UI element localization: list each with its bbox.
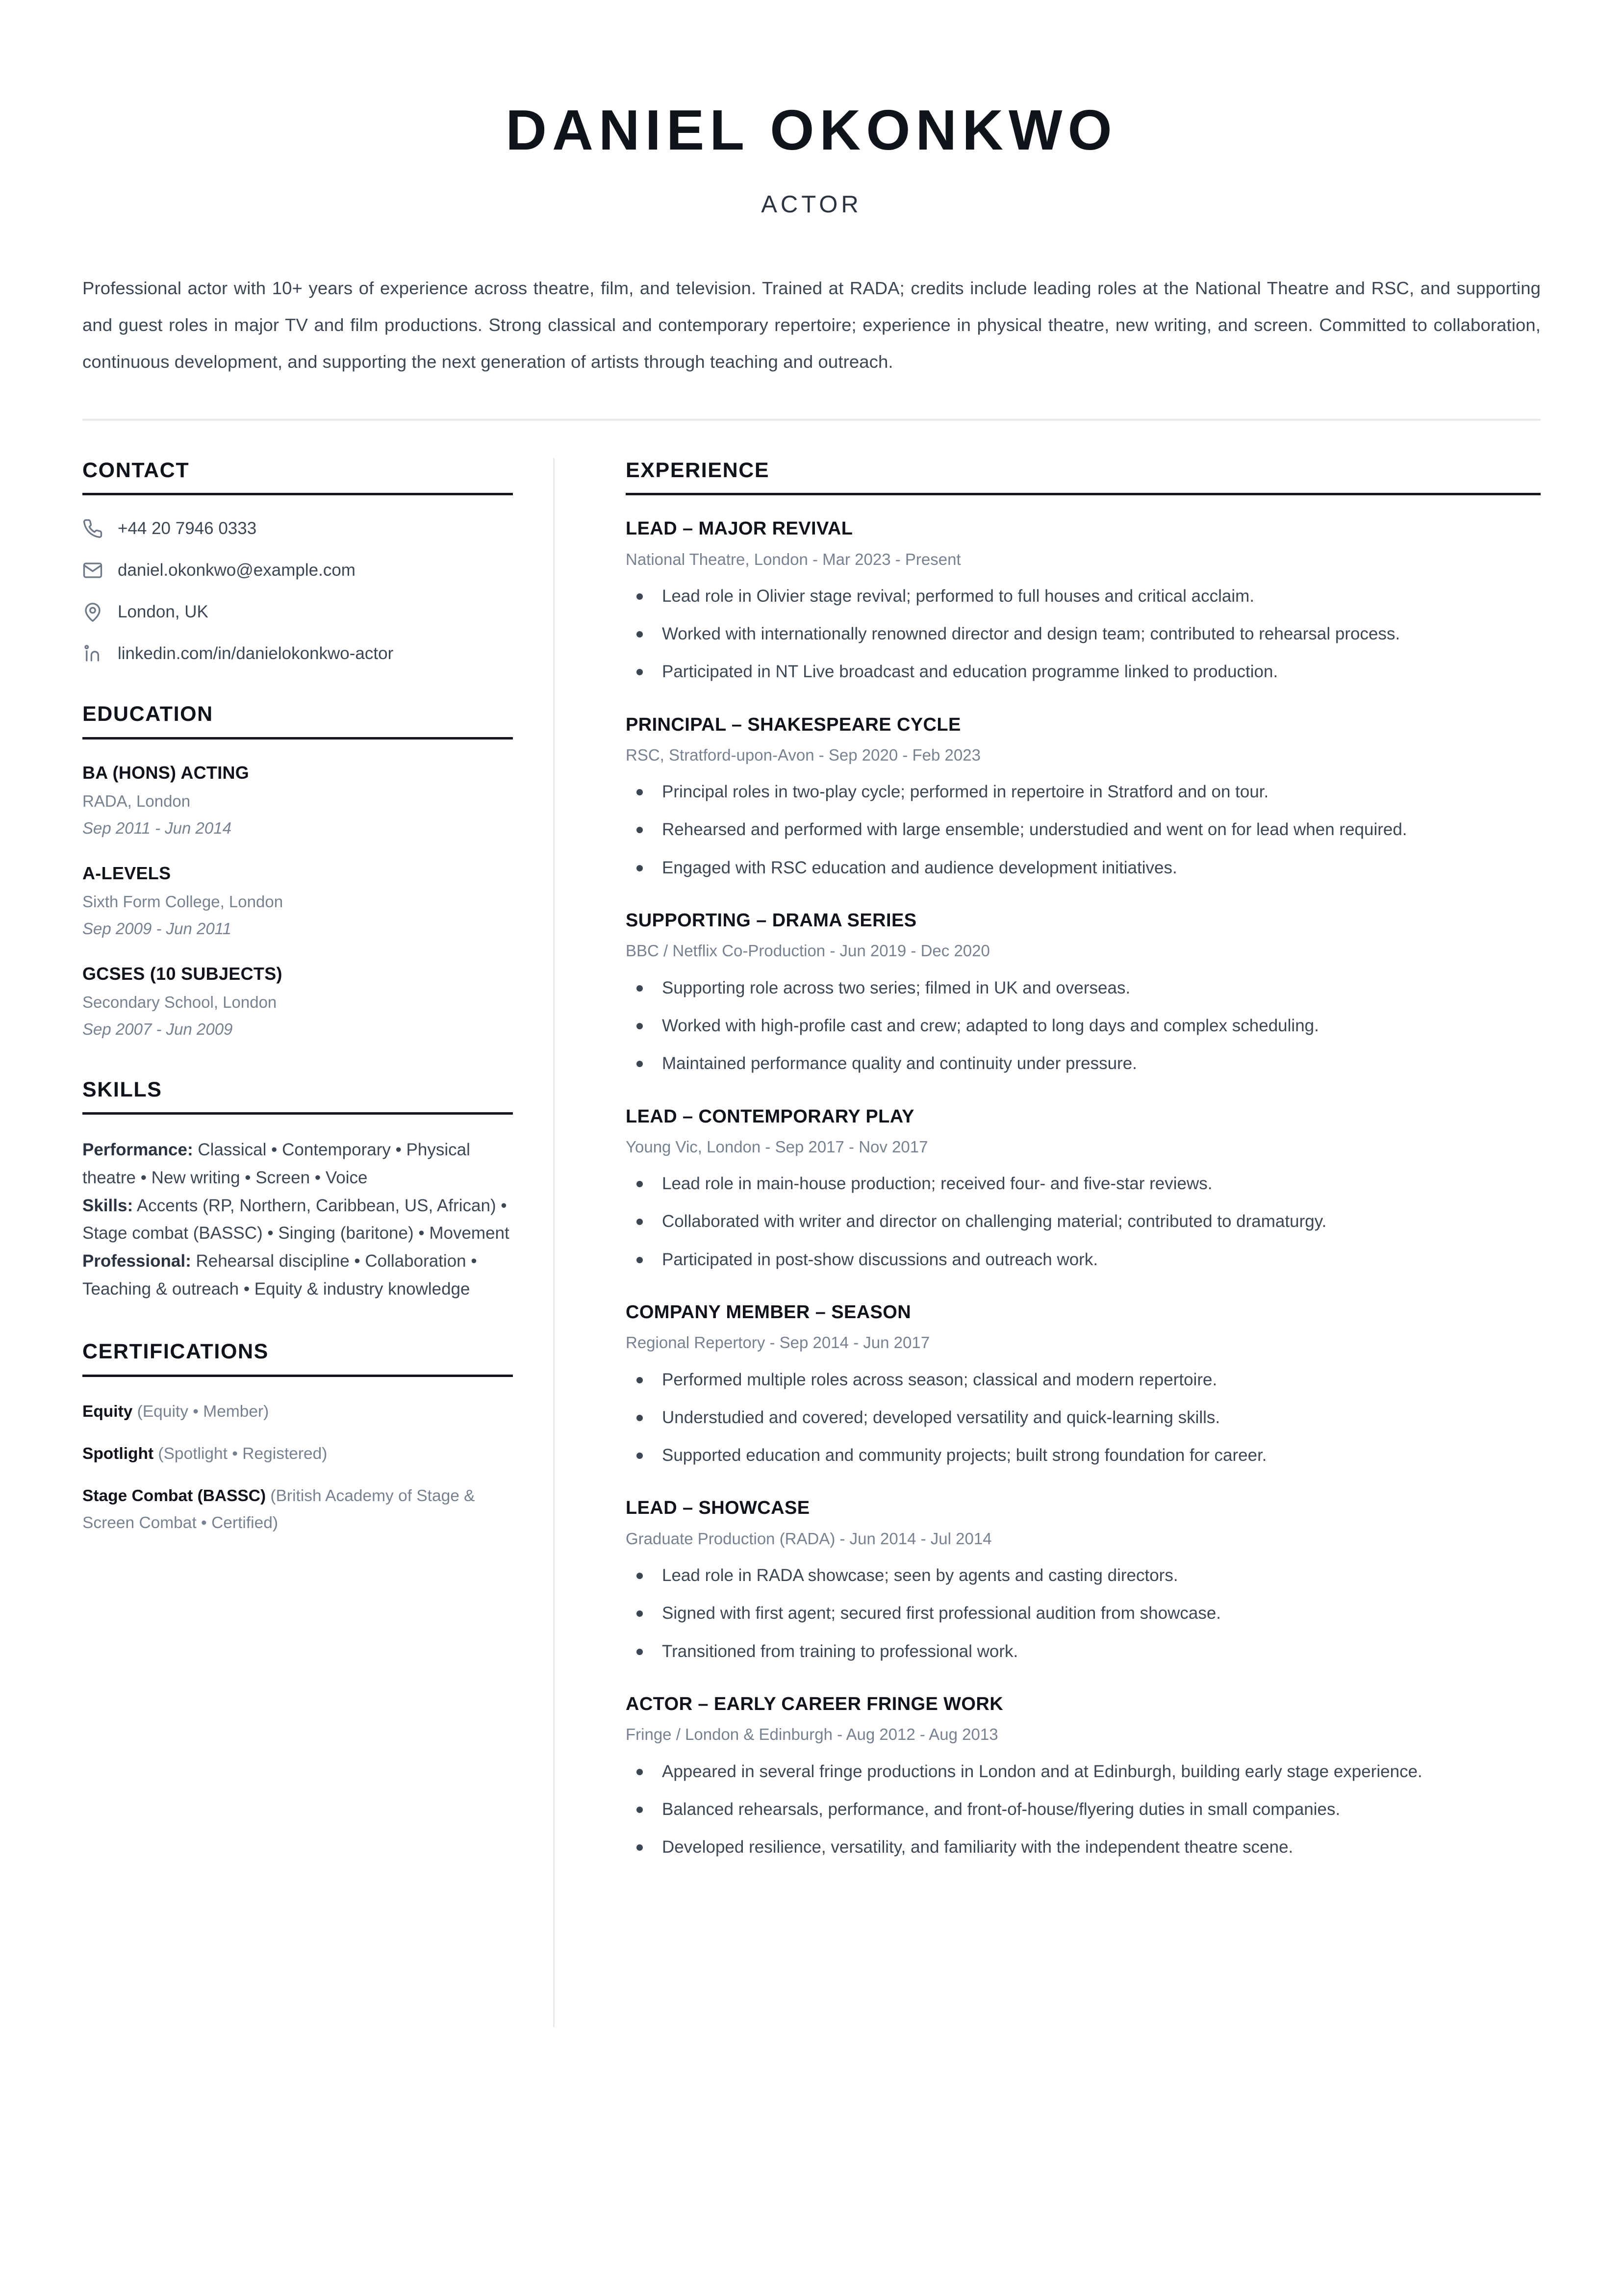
section-rule (82, 493, 513, 495)
education-entry (82, 761, 513, 840)
linkedin-icon (82, 642, 118, 665)
job-bullets (626, 1758, 1541, 1861)
contact-value-location: London, UK (118, 602, 208, 622)
location-pin-icon (82, 600, 118, 624)
skill-group (82, 1136, 513, 1192)
job-title: SUPPORTING – DRAMA SERIES (626, 910, 917, 931)
resume-header (82, 82, 1541, 218)
experience-entry (626, 1301, 1541, 1469)
job-bullet: Appeared in several fringe productions in London and at Edinburgh, building early stage experience. (626, 1758, 1541, 1785)
section-rule (82, 1112, 513, 1115)
job-meta: National Theatre, London - Mar 2023 - Present (626, 550, 961, 568)
contact-item-linkedin[interactable] (82, 642, 513, 665)
education-dates: Sep 2007 - Jun 2009 (82, 1020, 233, 1039)
job-meta: RSC, Stratford-upon-Avon - Sep 2020 - Feb 2023 (626, 745, 981, 764)
section-rule (626, 493, 1541, 495)
section-title-experience: EXPERIENCE (626, 458, 770, 482)
experience-entry (626, 517, 1541, 685)
experience-entry (626, 909, 1541, 1077)
job-bullets (626, 1366, 1541, 1469)
professional-summary: Professional actor with 10+ years of experience across theatre, film, and television. Trained at RADA; credits include leading roles at the National Theatre and RSC, and supporting and guest roles in major TV and film productions. Strong classical and contemporary repertoire; experience in physical theatre, new writing, and screen. Committed to collaboration, continuous development, and supporting the next generation of artists through teaching and outreach. (82, 278, 1541, 372)
certification-name: Spotlight (82, 1445, 154, 1463)
skill-group (82, 1192, 513, 1248)
experience-entry (626, 1692, 1541, 1861)
job-meta: Regional Repertory - Sep 2014 - Jun 2017 (626, 1333, 930, 1352)
certification-detail: (Equity • Member) (132, 1402, 269, 1421)
job-bullet: Balanced rehearsals, performance, and front-of-house/flyering duties in small companies. (626, 1796, 1541, 1823)
education-degree: A-LEVELS (82, 863, 171, 883)
job-bullets (626, 1170, 1541, 1273)
job-bullets (626, 583, 1541, 686)
education-dates: Sep 2009 - Jun 2011 (82, 919, 231, 938)
section-rule (82, 1375, 513, 1377)
job-bullet: Worked with high-profile cast and crew; adapted to long days and complex scheduling. (626, 1012, 1541, 1039)
job-bullet: Lead role in main-house production; received four- and five-star reviews. (626, 1170, 1541, 1197)
experience-column (555, 458, 1541, 1861)
job-bullet: Transitioned from training to professional work. (626, 1638, 1541, 1665)
skill-group (82, 1248, 513, 1303)
job-bullet: Participated in post-show discussions and outreach work. (626, 1246, 1541, 1273)
candidate-name: DANIEL OKONKWO (506, 98, 1117, 162)
job-bullet: Maintained performance quality and continuity under pressure. (626, 1050, 1541, 1077)
certification-item (82, 1399, 513, 1425)
job-bullet: Worked with internationally renowned director and design team; contributed to rehearsal process. (626, 620, 1541, 647)
job-bullets (626, 974, 1541, 1077)
section-title-certifications: CERTIFICATIONS (82, 1340, 269, 1364)
job-bullet: Performed multiple roles across season; classical and modern repertoire. (626, 1366, 1541, 1393)
education-entry (82, 962, 513, 1041)
experience-entry (626, 1496, 1541, 1664)
phone-icon (82, 517, 118, 540)
header-divider (82, 419, 1541, 421)
section-rule (82, 737, 513, 740)
education-school: RADA, London (82, 792, 191, 811)
section-contact (82, 458, 513, 666)
job-bullet: Supported education and community projects; built strong foundation for career. (626, 1442, 1541, 1469)
section-title-contact: CONTACT (82, 458, 190, 482)
contact-value-linkedin: linkedin.com/in/danielokonkwo-actor (118, 644, 394, 663)
job-bullet: Lead role in RADA showcase; seen by agents and casting directors. (626, 1562, 1541, 1589)
job-meta: Fringe / London & Edinburgh - Aug 2012 - Aug 2013 (626, 1725, 998, 1744)
job-bullets (626, 1562, 1541, 1665)
education-school: Sixth Form College, London (82, 893, 283, 911)
certification-name: Equity (82, 1402, 133, 1421)
certification-name: Stage Combat (BASSC) (82, 1487, 266, 1505)
job-bullet: Developed resilience, versatility, and familiarity with the independent theatre scene. (626, 1834, 1541, 1861)
job-bullet: Supporting role across two series; filmed in UK and overseas. (626, 974, 1541, 1001)
contact-value-email: daniel.okonkwo@example.com (118, 561, 355, 580)
section-education (82, 702, 513, 1041)
education-school: Secondary School, London (82, 993, 277, 1012)
resume-body (82, 458, 1541, 2027)
candidate-role: ACTOR (761, 191, 862, 218)
job-bullet: Understudied and covered; developed versatility and quick-learning skills. (626, 1404, 1541, 1431)
certification-detail: (Spotlight • Registered) (153, 1445, 328, 1463)
certification-item (82, 1441, 513, 1467)
job-title: LEAD – SHOWCASE (626, 1498, 810, 1519)
experience-entry (626, 1105, 1541, 1273)
education-degree: GCSES (10 SUBJECTS) (82, 963, 282, 984)
certification-detail: (British Academy of Stage & Screen Combat • Certified) (82, 1487, 475, 1532)
education-dates: Sep 2011 - Jun 2014 (82, 819, 231, 838)
skill-group-value: Rehearsal discipline • Collaboration • Teaching & outreach • Equity & industry knowledge (82, 1251, 477, 1299)
experience-entry (626, 713, 1541, 881)
education-degree: BA (HONS) ACTING (82, 762, 250, 783)
job-title: LEAD – MAJOR REVIVAL (626, 518, 853, 539)
skill-group-value: Classical • Contemporary • Physical theatre • New writing • Screen • Voice (82, 1140, 470, 1187)
contact-item-location[interactable] (82, 600, 513, 624)
job-title: LEAD – CONTEMPORARY PLAY (626, 1106, 914, 1127)
contact-list (82, 517, 513, 665)
contact-value-phone: +44 20 7946 0333 (118, 519, 257, 538)
section-title-skills: SKILLS (82, 1077, 162, 1101)
job-meta: Graduate Production (RADA) - Jun 2014 - Jul 2014 (626, 1529, 992, 1548)
contact-item-phone[interactable] (82, 517, 513, 540)
contact-item-email[interactable] (82, 559, 513, 582)
section-experience (626, 458, 1541, 1861)
job-title: PRINCIPAL – SHAKESPEARE CYCLE (626, 714, 961, 735)
job-bullet: Lead role in Olivier stage revival; performed to full houses and critical acclaim. (626, 583, 1541, 610)
certification-item (82, 1483, 513, 1536)
job-title: COMPANY MEMBER – SEASON (626, 1301, 912, 1323)
education-entry (82, 862, 513, 941)
job-bullets (626, 778, 1541, 881)
job-bullet: Signed with first agent; secured first professional audition from showcase. (626, 1600, 1541, 1627)
job-meta: Young Vic, London - Sep 2017 - Nov 2017 (626, 1137, 928, 1156)
job-bullet: Collaborated with writer and director on challenging material; contributed to dramaturgy. (626, 1208, 1541, 1235)
skill-group-label: Performance: (82, 1140, 193, 1160)
job-bullet: Principal roles in two-play cycle; performed in repertoire in Stratford and on tour. (626, 778, 1541, 805)
sidebar-column (82, 458, 553, 1536)
skill-group-label: Professional: (82, 1251, 191, 1271)
job-title: ACTOR – EARLY CAREER FRINGE WORK (626, 1693, 1004, 1714)
section-certifications (82, 1339, 513, 1536)
email-icon (82, 559, 118, 582)
skill-group-label: Skills: (82, 1196, 133, 1215)
skill-group-value: Accents (RP, Northern, Caribbean, US, African) • Stage combat (BASSC) • Singing (baritone) • Movement (82, 1196, 509, 1243)
job-bullet: Participated in NT Live broadcast and education programme linked to production. (626, 658, 1541, 685)
section-title-education: EDUCATION (82, 702, 213, 726)
job-meta: BBC / Netflix Co-Production - Jun 2019 - Dec 2020 (626, 942, 990, 960)
section-skills (82, 1077, 513, 1303)
job-bullet: Engaged with RSC education and audience development initiatives. (626, 854, 1541, 881)
job-bullet: Rehearsed and performed with large ensemble; understudied and went on for lead when required. (626, 816, 1541, 843)
